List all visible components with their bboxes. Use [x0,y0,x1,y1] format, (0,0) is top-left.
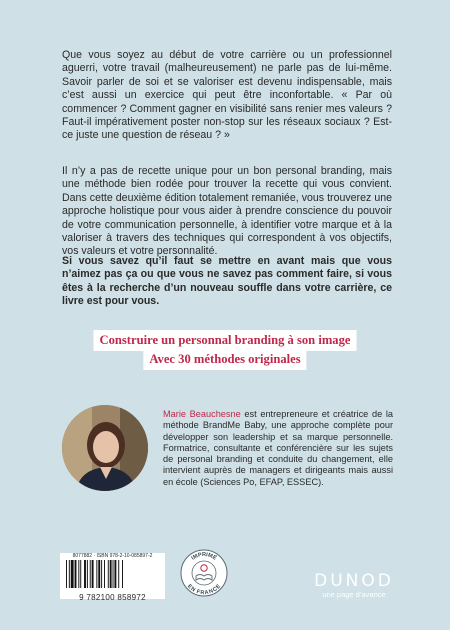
barcode-number: 9 782100 858972 [79,593,146,602]
author-bio-text: est entrepreneure et créatrice de la méthode BrandMe Baby, une approche complète pour développer son leadership et sa marque personnelle. Formatrice, consultante et conférencière sur les sujets de personal branding et conduite du changement, elle intervient auprès de managers et dirigeants mais aussi en école (Sciences Po, EFAP, ESSEC). [163,409,393,487]
audience-paragraph: Si vous savez qu’il faut se mettre en avant mais que vous n’aimez pas ça ou que vous ne savez pas comment faire, si vous êtes à la recherche d’un nouveau souffle dans votre carrière, ce livre est pour vous. [62,255,392,308]
publisher-logo [314,572,394,599]
publisher-tagline: une page d’avance [322,590,386,599]
barcode-reference: 8077882 · ISBN 978-2-10-085897-2 [72,553,153,559]
imprime-en-france-badge [179,548,229,598]
intro-paragraph: Que vous soyez au début de votre carrière ou un professionnel aguerri, votre travail (malheureusement) ne parle pas de lui-même. Savoir parler de soi et se valoriser est devenu indispensable, mais c’est aussi un exercice qui peut être inconfortable. « Par où commencer ? Comment gagner en visibilité sans renier mes valeurs ? Faut-il impérativement poster non-stop sur les réseaux sociaux ? Est-ce juste une question de réseau ? » [62,49,392,142]
author-name: Marie Beauchesne [163,409,241,419]
publisher-name: DUNOD [314,571,394,591]
method-paragraph: Il n’y a pas de recette unique pour un bon personal branding, mais une méthode bien rodée pour trouver la recette qui vous convient. Dans cette deuxième édition totalement remaniée, vous trouverez une approche holistique pour vous aider à prendre conscience du pouvoir de votre communication personnelle, à identifier votre marque et à la valoriser à travers des techniques qui correspondent à vos objectifs, vos valeurs et votre personnalité. [62,165,392,258]
badge-line-1: IMPRIMÉ [190,552,218,562]
author-portrait [62,405,148,491]
isbn-barcode [60,553,165,602]
highlight-tagline-2: Avec 30 méthodes originales [143,349,306,370]
highlight-tagline-1: Construire un personnal branding à son image [94,330,357,351]
barcode-bars-icon [60,560,165,588]
author-bio [163,409,393,488]
badge-line-2: EN FRANCE [185,583,223,597]
